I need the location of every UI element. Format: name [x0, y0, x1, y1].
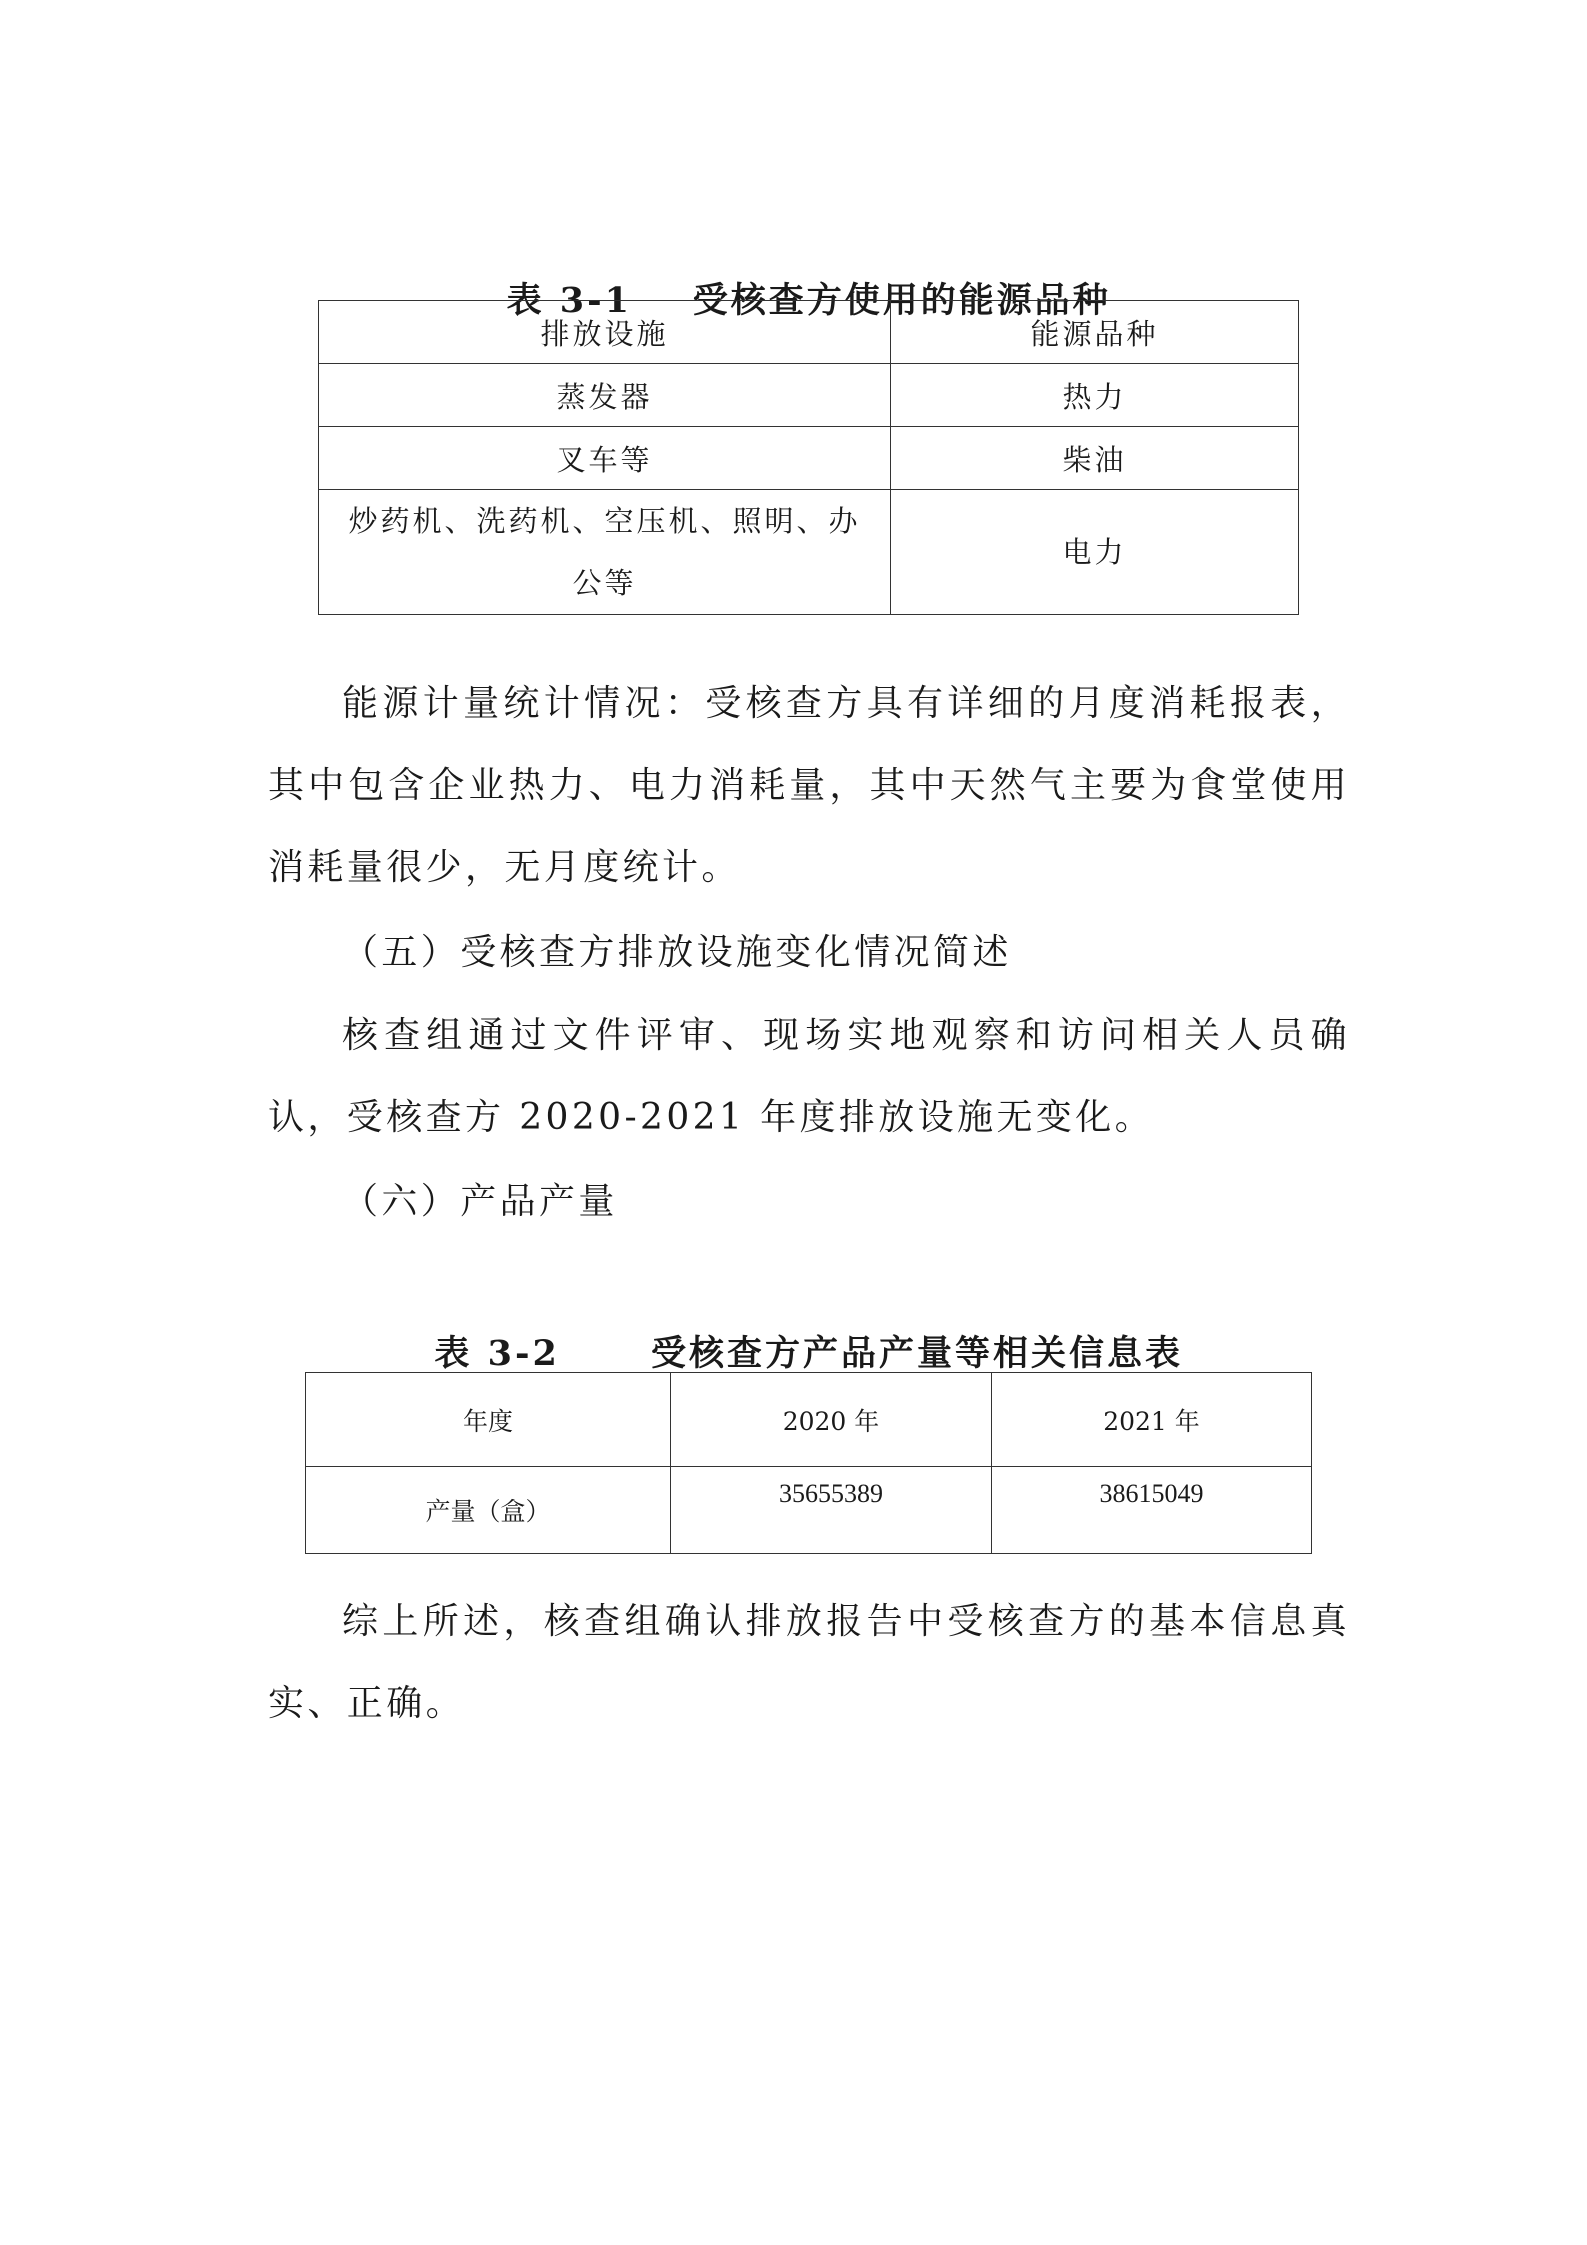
table-cell: 蒸发器: [319, 364, 891, 427]
table-cell: 叉车等: [319, 427, 891, 490]
energy-type-table: [318, 300, 1299, 615]
table1-caption-title: 受核查方使用的能源品种: [692, 280, 1111, 321]
table2-caption: [0, 1285, 1587, 1376]
table-row: [306, 1467, 1312, 1554]
facility-change-paragraph: 核查组通过文件评审、现场实地观察和访问相关人员确认，受核查方 2020-2021 年度排放设施无变化。: [268, 1015, 1350, 1138]
table-header-row: [319, 301, 1299, 364]
energy-statistics-paragraph: 能源计量统计情况：受核查方具有详细的月度消耗报表，其中包含企业热力、电力消耗量，其中天然气主要为食堂使用消耗量很少，无月度统计。: [268, 683, 1350, 888]
output-2020: 35655389: [671, 1467, 992, 1554]
row-label-output: 产量（盒）: [306, 1467, 671, 1554]
conclusion-paragraph: 综上所述，核查组确认排放报告中受核查方的基本信息真实、正确。: [268, 1601, 1350, 1724]
header-emission-facility: 排放设施: [319, 301, 891, 364]
product-output-table: [305, 1372, 1312, 1554]
section-heading-product-output: （六）产品产量: [342, 1181, 618, 1222]
table-header-row: [306, 1373, 1312, 1467]
table-cell: 炒药机、洗药机、空压机、照明、办公等: [319, 490, 891, 615]
header-2021: 2021 年: [992, 1373, 1312, 1467]
table-cell: 柴油: [891, 427, 1299, 490]
table-row: [319, 427, 1299, 490]
table-cell: 电力: [891, 490, 1299, 615]
section-heading-facility-change: （五）受核查方排放设施变化情况简述: [342, 932, 1012, 973]
table-row: [319, 364, 1299, 427]
table-cell: 热力: [891, 364, 1299, 427]
table-row: [319, 490, 1299, 615]
table2-caption-title: 受核查方产品产量等相关信息表: [650, 1333, 1183, 1374]
header-2020: 2020 年: [671, 1373, 992, 1467]
table2-caption-label: 表 3-2: [434, 1333, 560, 1374]
table1-caption-label: 表 3-1: [506, 280, 633, 321]
header-year: 年度: [306, 1373, 671, 1467]
output-2021: 38615049: [992, 1467, 1312, 1554]
header-energy-type: 能源品种: [891, 301, 1299, 364]
